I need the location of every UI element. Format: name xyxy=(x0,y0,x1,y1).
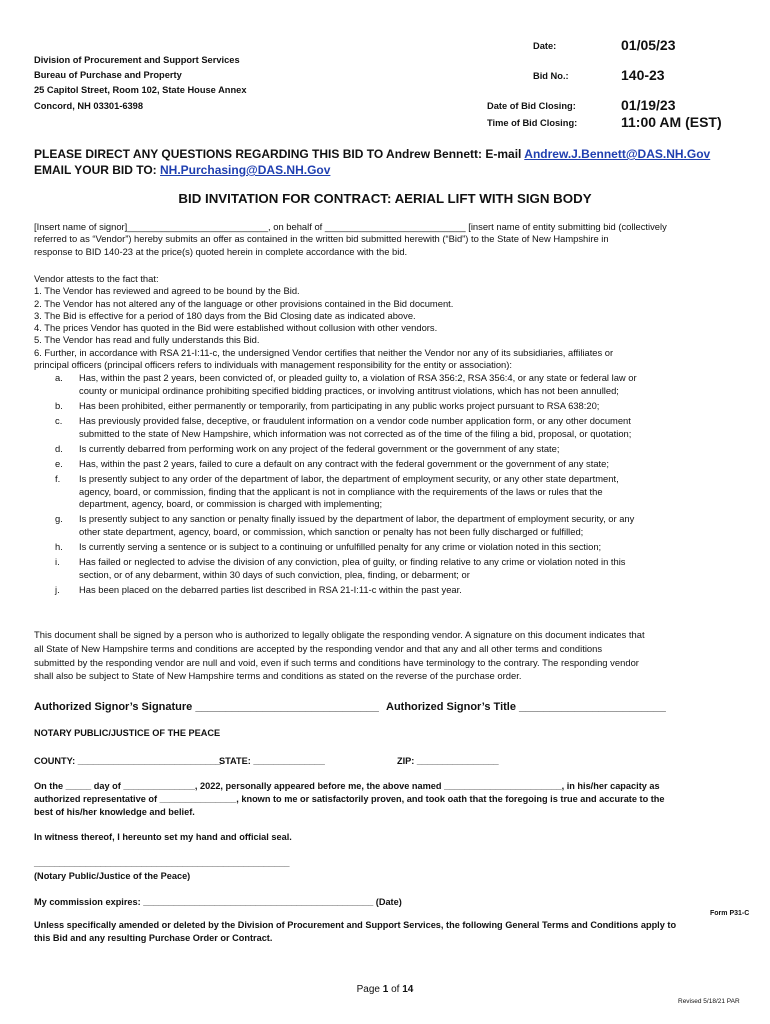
list-item: i. Has failed or neglected to advise the division of any conviction, plea of guilty, or finding relative to any crime or violation noted in this section, or of any debarment, within 30 days of such conviction, plea, finding, or debarment; or xyxy=(55,556,626,580)
closing-line: submitted by the responding vendor are null and void, even if such terms and conditions have terminology to the contrary. The responding vendor xyxy=(34,656,639,668)
list-item: g. Is presently subject to any sanction or penalty finally issued by the department of labor, the department of employment security, or any other state department, agency, board, or commission, which sanction or penalty has not been fully discharged or fulfilled; xyxy=(55,513,635,537)
list-item: a. Has, within the past 2 years, been convicted of, or pleaded guilty to, a violation of RSA 356:2, RSA 356:4, or any state or federal law or county or municipal ordinance prohibiting specified bidding practices, or involving antitrust violations, which has not been annulled; xyxy=(55,372,637,396)
attestation-list xyxy=(34,273,744,596)
attest-line: 3. The Bid is effective for a period of 180 days from the Bid Closing date as indicated above. xyxy=(34,309,416,321)
intro-line: referred to as “Vendor”) hereby submits an offer as contained in the written bid submitted herewith (“Bid”) to the State of New Hampshire in xyxy=(34,233,609,245)
list-item: h. Is currently serving a sentence or is subject to a continuing or unfulfilled penalty for any crime or violation noted in this section; xyxy=(55,540,602,552)
list-item: b. Has been prohibited, either permanently or temporarily, from participating in any public works project pursuant to RSA 638:20; xyxy=(55,399,600,411)
closing-line: all State of New Hampshire terms and conditions are accepted by the responding vendor and that any and all other terms and conditions xyxy=(34,642,603,654)
list-item: j. Has been placed on the debarred parties list described in RSA 21-I:11-c within the past year. xyxy=(55,583,462,595)
page-title: BID INVITATION FOR CONTRACT: AERIAL LIFT WITH SIGN BODY xyxy=(178,191,592,206)
notary-caption: (Notary Public/Justice of the Peace) xyxy=(34,871,191,881)
notary-statement xyxy=(34,780,665,819)
terms-line: Unless specifically amended or deleted by the Division of Procurement and Support Services, the following General Terms and Conditions apply to xyxy=(34,920,677,930)
closing-line: shall also be subject to State of New Hampshire terms and conditions as stated on the reverse of the purchase order. xyxy=(34,670,522,682)
witness-line: In witness thereof, I hereunto set my hand and official seal. xyxy=(34,832,292,842)
questions-text: PLEASE DIRECT ANY QUESTIONS REGARDING THIS BID TO Andrew Bennett: E-mail xyxy=(34,147,525,161)
bid-no-value: 140-23 xyxy=(621,67,665,83)
notary-line: On the _____ day of ______________, 2022, personally appeared before me, the above named _______________________, in his/her capacity as xyxy=(34,781,660,791)
attest-line: Vendor attests to the fact that: xyxy=(34,273,159,284)
notary-line: best of his/her knowledge and belief. xyxy=(34,807,195,817)
notary-signature-line[interactable]: __________________________________________________ xyxy=(34,858,290,868)
email-bid-text: EMAIL YOUR BID TO: xyxy=(34,163,161,177)
date-label: Date: xyxy=(533,41,557,51)
state-field[interactable]: STATE: ______________ xyxy=(219,756,325,766)
intro-paragraph xyxy=(34,221,744,258)
attest-line: 2. The Vendor has not altered any of the language or other provisions contained in the Bid document. xyxy=(34,297,454,309)
county-field[interactable]: COUNTY: ____________________________ xyxy=(34,756,221,766)
title-field[interactable]: Authorized Signor’s Title ________________________ xyxy=(386,701,666,713)
org-line: Bureau of Purchase and Property xyxy=(34,70,182,80)
intro-line: [Insert name of signor]___________________________, on behalf of ___________________________ [insert name of entity submitting bid (collectively xyxy=(34,221,667,232)
list-item: d. Is currently debarred from performing work on any project of the federal government or the government of any state; xyxy=(55,442,560,454)
closing-line: This document shall be signed by a person who is authorized to legally obligate the responding vendor. A signature on this document indicates that xyxy=(34,629,645,640)
org-line: Concord, NH 03301-6398 xyxy=(34,101,144,111)
questions-email-link[interactable]: Andrew.J.Bennett@DAS.NH.Gov xyxy=(524,147,711,161)
zip-field[interactable]: ZIP: ________________ xyxy=(397,756,499,766)
bid-no-label: Bid No.: xyxy=(533,71,569,81)
form-id: Form P31-C xyxy=(710,910,750,917)
attest-line: 1. The Vendor has reviewed and agreed to be bound by the Bid. xyxy=(34,285,300,297)
page-number: Page 1 of 14 xyxy=(356,984,414,995)
revision-note: Revised 5/18/21 PAR xyxy=(678,998,740,1005)
closing-time-label: Time of Bid Closing: xyxy=(487,118,578,128)
questions-line xyxy=(34,146,710,162)
date-value: 01/05/23 xyxy=(621,37,676,53)
intro-line: response to BID 140-23 at the price(s) quoted herein in complete accordance with the bid. xyxy=(34,245,408,257)
attest-line: principal officers (principal officers refers to individuals with management responsibility for the entity or association): xyxy=(34,359,512,371)
closing-date-value: 01/19/23 xyxy=(621,97,676,113)
closing-time-value: 11:00 AM (EST) xyxy=(621,114,722,130)
notary-line: authorized representative of _______________, known to me or satisfactorily proven, and took oath that the foregoing is true and accurate to the xyxy=(34,794,665,804)
list-item: f. Is presently subject to any order of the department of labor, the department of employment security, or any other state department, agency, board, or commission, finding that the applicant is not in compliance with the requirements of the laws or rules that the department, agency, board, or commission is charged with implementing; xyxy=(55,473,619,510)
notary-heading: NOTARY PUBLIC/JUSTICE OF THE PEACE xyxy=(34,728,221,738)
org-line: Division of Procurement and Support Services xyxy=(34,55,240,65)
terms-line: this Bid and any resulting Purchase Order or Contract. xyxy=(34,933,273,943)
email-bid-line xyxy=(34,162,330,178)
list-item: c. Has previously provided false, deceptive, or fraudulent information on a vendor code number application form, or any other document submitted to the state of New Hampshire, which information was not corrected as of the time of the filing a bid, proposal, or quotation; xyxy=(55,415,632,439)
list-item: e. Has, within the past 2 years, failed to cure a default on any contract with the federal government or the government of any state; xyxy=(55,458,609,470)
attest-line: 4. The prices Vendor has quoted in the Bid were established without collusion with other vendors. xyxy=(34,322,438,334)
general-terms-note xyxy=(34,919,676,945)
signature-field[interactable]: Authorized Signor’s Signature ______________________________ xyxy=(34,701,379,713)
closing-paragraph xyxy=(34,628,754,683)
email-bid-link[interactable]: NH.Purchasing@DAS.NH.Gov xyxy=(160,163,331,177)
closing-date-label: Date of Bid Closing: xyxy=(487,101,576,111)
commission-field[interactable]: My commission expires: _____________________________________________ (Date) xyxy=(34,897,402,907)
org-address xyxy=(34,53,247,114)
attest-line: 5. The Vendor has read and fully understands this Bid. xyxy=(34,334,260,346)
org-line: 25 Capitol Street, Room 102, State House Annex xyxy=(34,85,247,95)
attest-line: 6. Further, in accordance with RSA 21-I:11-c, the undersigned Vendor certifies that neither the Vendor nor any of its subsidiaries, affiliates or xyxy=(34,346,614,358)
